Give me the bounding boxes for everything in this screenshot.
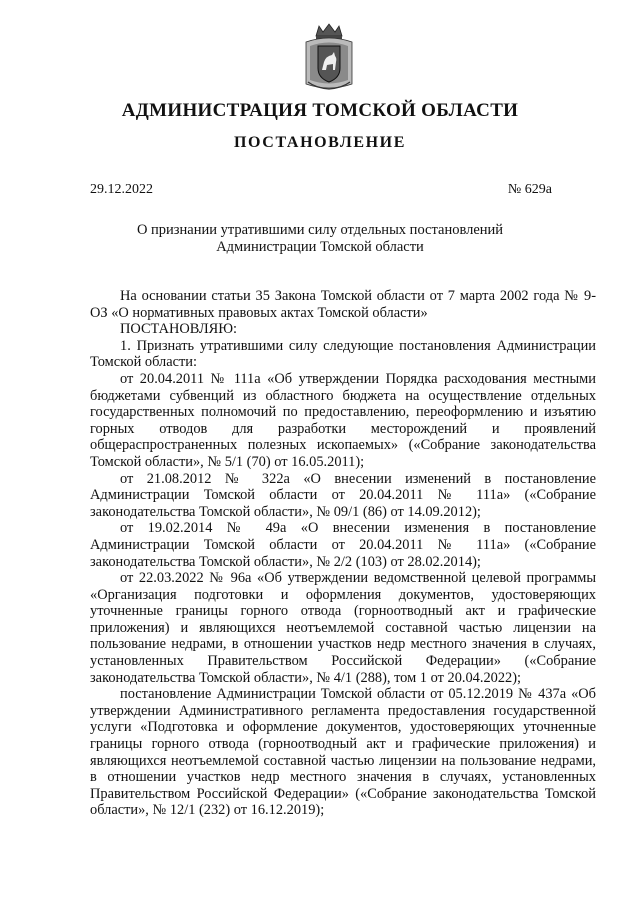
document-subject (0, 222, 640, 256)
paragraph-item-1: 1. Признать утратившими силу следующие постановления Администрации Томской области: (90, 337, 596, 371)
paragraph-act-96a: от 22.03.2022 № 96а «Об утверждении ведомственной целевой программы «Организация подготовки и оформления документов, удостоверяющих уточненные границы горного отвода (горноотводный акт и графические приложения) и являющихся неотъемлемой составной частью лицензии на пользование недрами, в отношении участков недр местного значения в случаях, установленных Правительством Российской Федерации» («Собрание законодательства Томской области», № 4/1 (288), том 1 от 20.04.2022); (90, 570, 596, 686)
document-date: 29.12.2022 (90, 182, 153, 197)
paragraph-act-111a: от 20.04.2011 № 111а «Об утверждении Порядка расходования местными бюджетами субвенций из областного бюджета на осуществление отдельных государственных полномочий по предоставлению, переоформлению и изъятию горных отводов для разработки месторождений и проявлений общераспространенных полезных ископаемых» («Собрание законодательства Томской области», № 5/1 (70) от 16.05.2011); (90, 370, 596, 470)
document-number: № 629а (507, 182, 552, 197)
document-body (90, 288, 596, 819)
paragraph-basis: На основании статьи 35 Закона Томской области от 7 марта 2002 года № 9-ОЗ «О нормативных правовых актах Томской области» (90, 288, 596, 321)
paragraph-resolve: ПОСТАНОВЛЯЮ: (120, 321, 238, 338)
subject-line-2: Администрации Томской области (216, 239, 424, 255)
tomsk-coat-of-arms-icon (302, 22, 356, 92)
subject-line-1: О признании утратившими силу отдельных постановлений (136, 222, 504, 238)
paragraph-act-49a: от 19.02.2014 № 49а «О внесении изменения в постановление Администрации Томской области от 20.04.2011 № 111а» («Собрание законодательства Томской области», № 2/2 (103) от 28.02.2014); (90, 520, 596, 570)
document-type: ПОСТАНОВЛЕНИЕ (234, 134, 406, 151)
paragraph-act-437a: постановление Администрации Томской области от 05.12.2019 № 437а «Об утверждении Административного регламента предоставления государственной услуги «Подготовка и оформление документов, удостоверяющих уточненные границы горного отвода (горноотводный акт и графические приложения) и являющихся неотъемлемой составной частью лицензии на пользование недрами, в отношении участков недр местного значения в случаях, установленных Правительством Российской Федерации» («Собрание законодательства Томской области», № 12/1 (232) от 16.12.2019); (90, 686, 596, 819)
paragraph-act-322a: от 21.08.2012 № 322а «О внесении изменений в постановление Администрации Томской области от 20.04.2011 № 111а» («Собрание законодательства Томской области», № 09/1 (86) от 14.09.2012); (90, 470, 596, 520)
organization-title: АДМИНИСТРАЦИЯ ТОМСКОЙ ОБЛАСТИ (121, 100, 519, 121)
